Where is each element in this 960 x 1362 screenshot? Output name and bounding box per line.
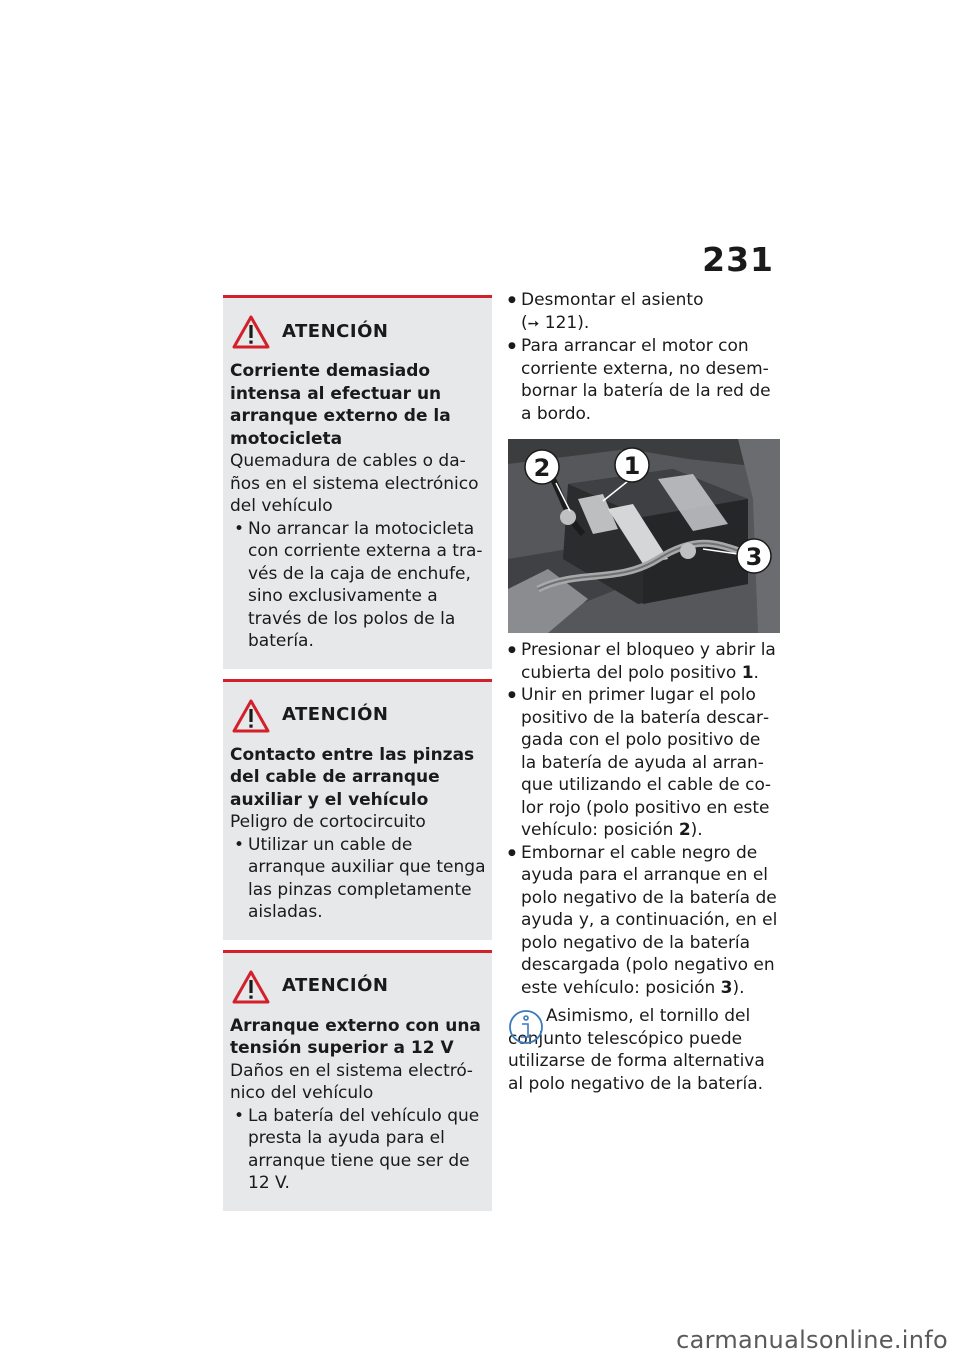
callout-label: 1 xyxy=(623,452,641,480)
warning-box-2 xyxy=(223,679,492,940)
warning-subject: Arranque externo con una tensión superior a 12 V xyxy=(230,1015,481,1058)
position-callout: 1 xyxy=(741,662,754,683)
warning-subject: Corriente demasiado intensa al efectuar un arranque externo de la motocicleta xyxy=(230,361,451,449)
step-tail: ). xyxy=(690,820,703,840)
instructions-column xyxy=(508,289,780,1095)
position-callout: 3 xyxy=(720,977,733,998)
step-item xyxy=(508,684,780,842)
warning-title: ATENCIÓN xyxy=(282,704,389,726)
warning-triangle-icon xyxy=(232,699,270,733)
step-item: ● Desmontar el asiento (➙ 121). xyxy=(508,289,780,335)
warning-consequence: Quemadura de cables o daños en el sistema electrónico del vehículo xyxy=(230,451,479,516)
page-number: 231 xyxy=(702,240,774,279)
info-text: Asimismo, el tornillo del conjunto telescópico puede utilizarse de forma alternativa al polo negativo de la batería. xyxy=(508,1006,765,1094)
battery-photo xyxy=(508,439,780,633)
warning-action: • La batería del vehículo que presta la ayuda para el arranque tiene que ser de 12 V. xyxy=(230,1105,486,1195)
warning-header xyxy=(230,696,486,736)
page-reference: 121). xyxy=(544,312,590,333)
position-callout: 2 xyxy=(678,820,691,840)
step-item: ● Para arrancar el motor con corriente externa, no desembornar la batería de la red de a bordo. xyxy=(508,335,780,425)
step-text: Unir en primer lugar el polo positivo de la batería descargada con el polo positivo de la batería de ayuda al arranque utilizando el cable de color rojo (polo positivo en este vehículo: posición xyxy=(521,685,772,840)
callout-label: 2 xyxy=(533,454,551,482)
warning-consequence: Peligro de cortocircuito xyxy=(230,812,426,832)
watermark: carmanualsonline.info xyxy=(676,1326,948,1354)
warning-action: • Utilizar un cable de arranque auxiliar que tenga las pinzas completamente aisladas. xyxy=(230,834,486,924)
warning-title: ATENCIÓN xyxy=(282,975,389,997)
warning-box-3 xyxy=(223,950,492,1211)
step-item xyxy=(508,639,780,684)
info-icon xyxy=(508,1007,548,1047)
step-tail: ). xyxy=(732,977,745,998)
info-note xyxy=(508,1005,780,1095)
step-text: Embornar el cable negro de ayuda para el arranque en el polo negativo de la batería de ayuda y, a continuación, en el polo negativo de la batería descargada (polo negativo en este vehículo: posición xyxy=(521,842,778,998)
callout-label: 3 xyxy=(745,543,763,571)
warning-box-1 xyxy=(223,295,492,669)
step-item xyxy=(508,842,780,1000)
warning-triangle-icon xyxy=(232,970,270,1004)
step-text: Presionar el bloqueo y abrir la cubierta del polo positivo xyxy=(521,640,776,683)
warning-triangle-icon xyxy=(232,315,270,349)
warnings-column xyxy=(223,295,492,1221)
warning-consequence: Daños en el sistema electrónico del vehículo xyxy=(230,1060,473,1103)
step-tail: . xyxy=(753,662,759,683)
page-reference-arrow-icon: ➙ xyxy=(527,315,540,332)
warning-header xyxy=(230,312,486,352)
warning-title: ATENCIÓN xyxy=(282,320,389,342)
warning-header xyxy=(230,967,486,1007)
step-text: Desmontar el asiento xyxy=(521,290,704,310)
warning-subject: Contacto entre las pinzas del cable de arranque auxiliar y el vehículo xyxy=(230,744,475,810)
warning-action: • No arrancar la motocicleta con corriente externa a través de la caja de enchufe, sino exclusivamente a través de los polos de la batería. xyxy=(230,518,486,653)
battery-illustration xyxy=(508,439,780,633)
